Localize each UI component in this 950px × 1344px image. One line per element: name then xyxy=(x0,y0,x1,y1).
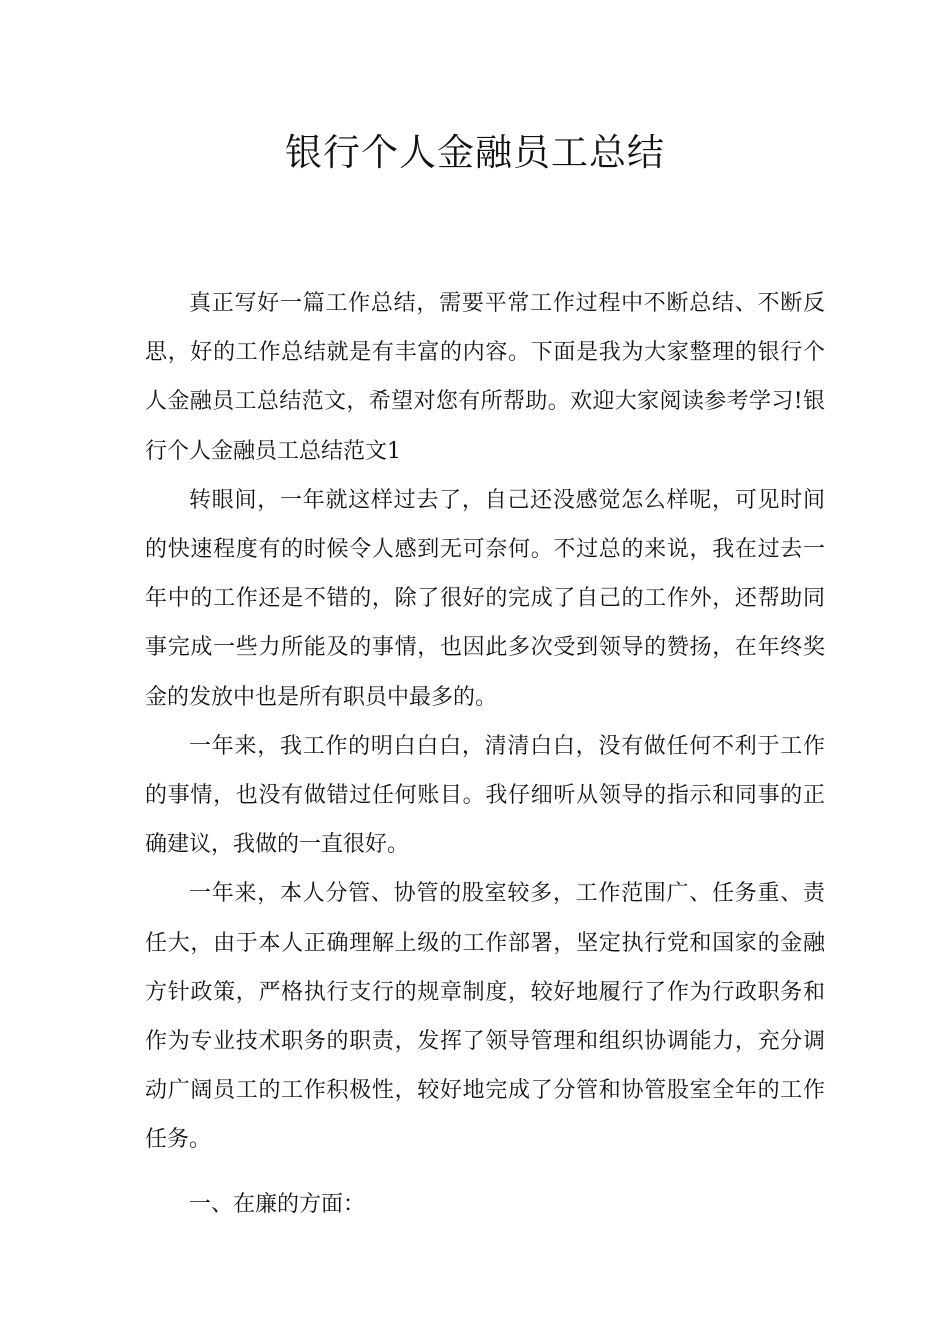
paragraph-management-duties: 一年来，本人分管、协管的股室较多，工作范围广、任务重、责任大，由于本人正确理解上级的工作部署，坚定执行党和国家的金融方针政策，严格执行支行的规章制度，较好地履行了作为行政职务和作为专业技术职务的职责，发挥了领导管理和组织协调能力，充分调动广阔员工的工作积极性，较好地完成了分管和协管股室全年的工作任务。 xyxy=(145,881,825,1153)
paragraph-year-review: 转眼间，一年就这样过去了，自己还没感觉怎么样呢，可见时间的快速程度有的时候令人感到无可奈何。不过总的来说，我在过去一年中的工作还是不错的，除了很好的完成了自己的工作外，还帮助同事完成一些力所能及的事情，也因此多次受到领导的赞扬，在年终奖金的发放中也是所有职员中最多的。 xyxy=(145,487,825,710)
document-title: 银行个人金融员工总结 xyxy=(285,131,665,174)
document-body xyxy=(145,279,825,1229)
section-heading: 一、在廉的方面： xyxy=(189,1191,366,1217)
paragraph-work-integrity: 一年来，我工作的明白白白，清清白白，没有做任何不利于工作的事情，也没有做错过任何账目。我仔细听从领导的指示和同事的正确建议，我做的一直很好。 xyxy=(145,733,825,858)
paragraph-intro: 真正写好一篇工作总结，需要平常工作过程中不断总结、不断反思，好的工作总结就是有丰富的内容。下面是我为大家整理的银行个人金融员工总结范文，希望对您有所帮助。欢迎大家阅读参考学习!银行个人金融员工总结范文1 xyxy=(145,291,825,464)
